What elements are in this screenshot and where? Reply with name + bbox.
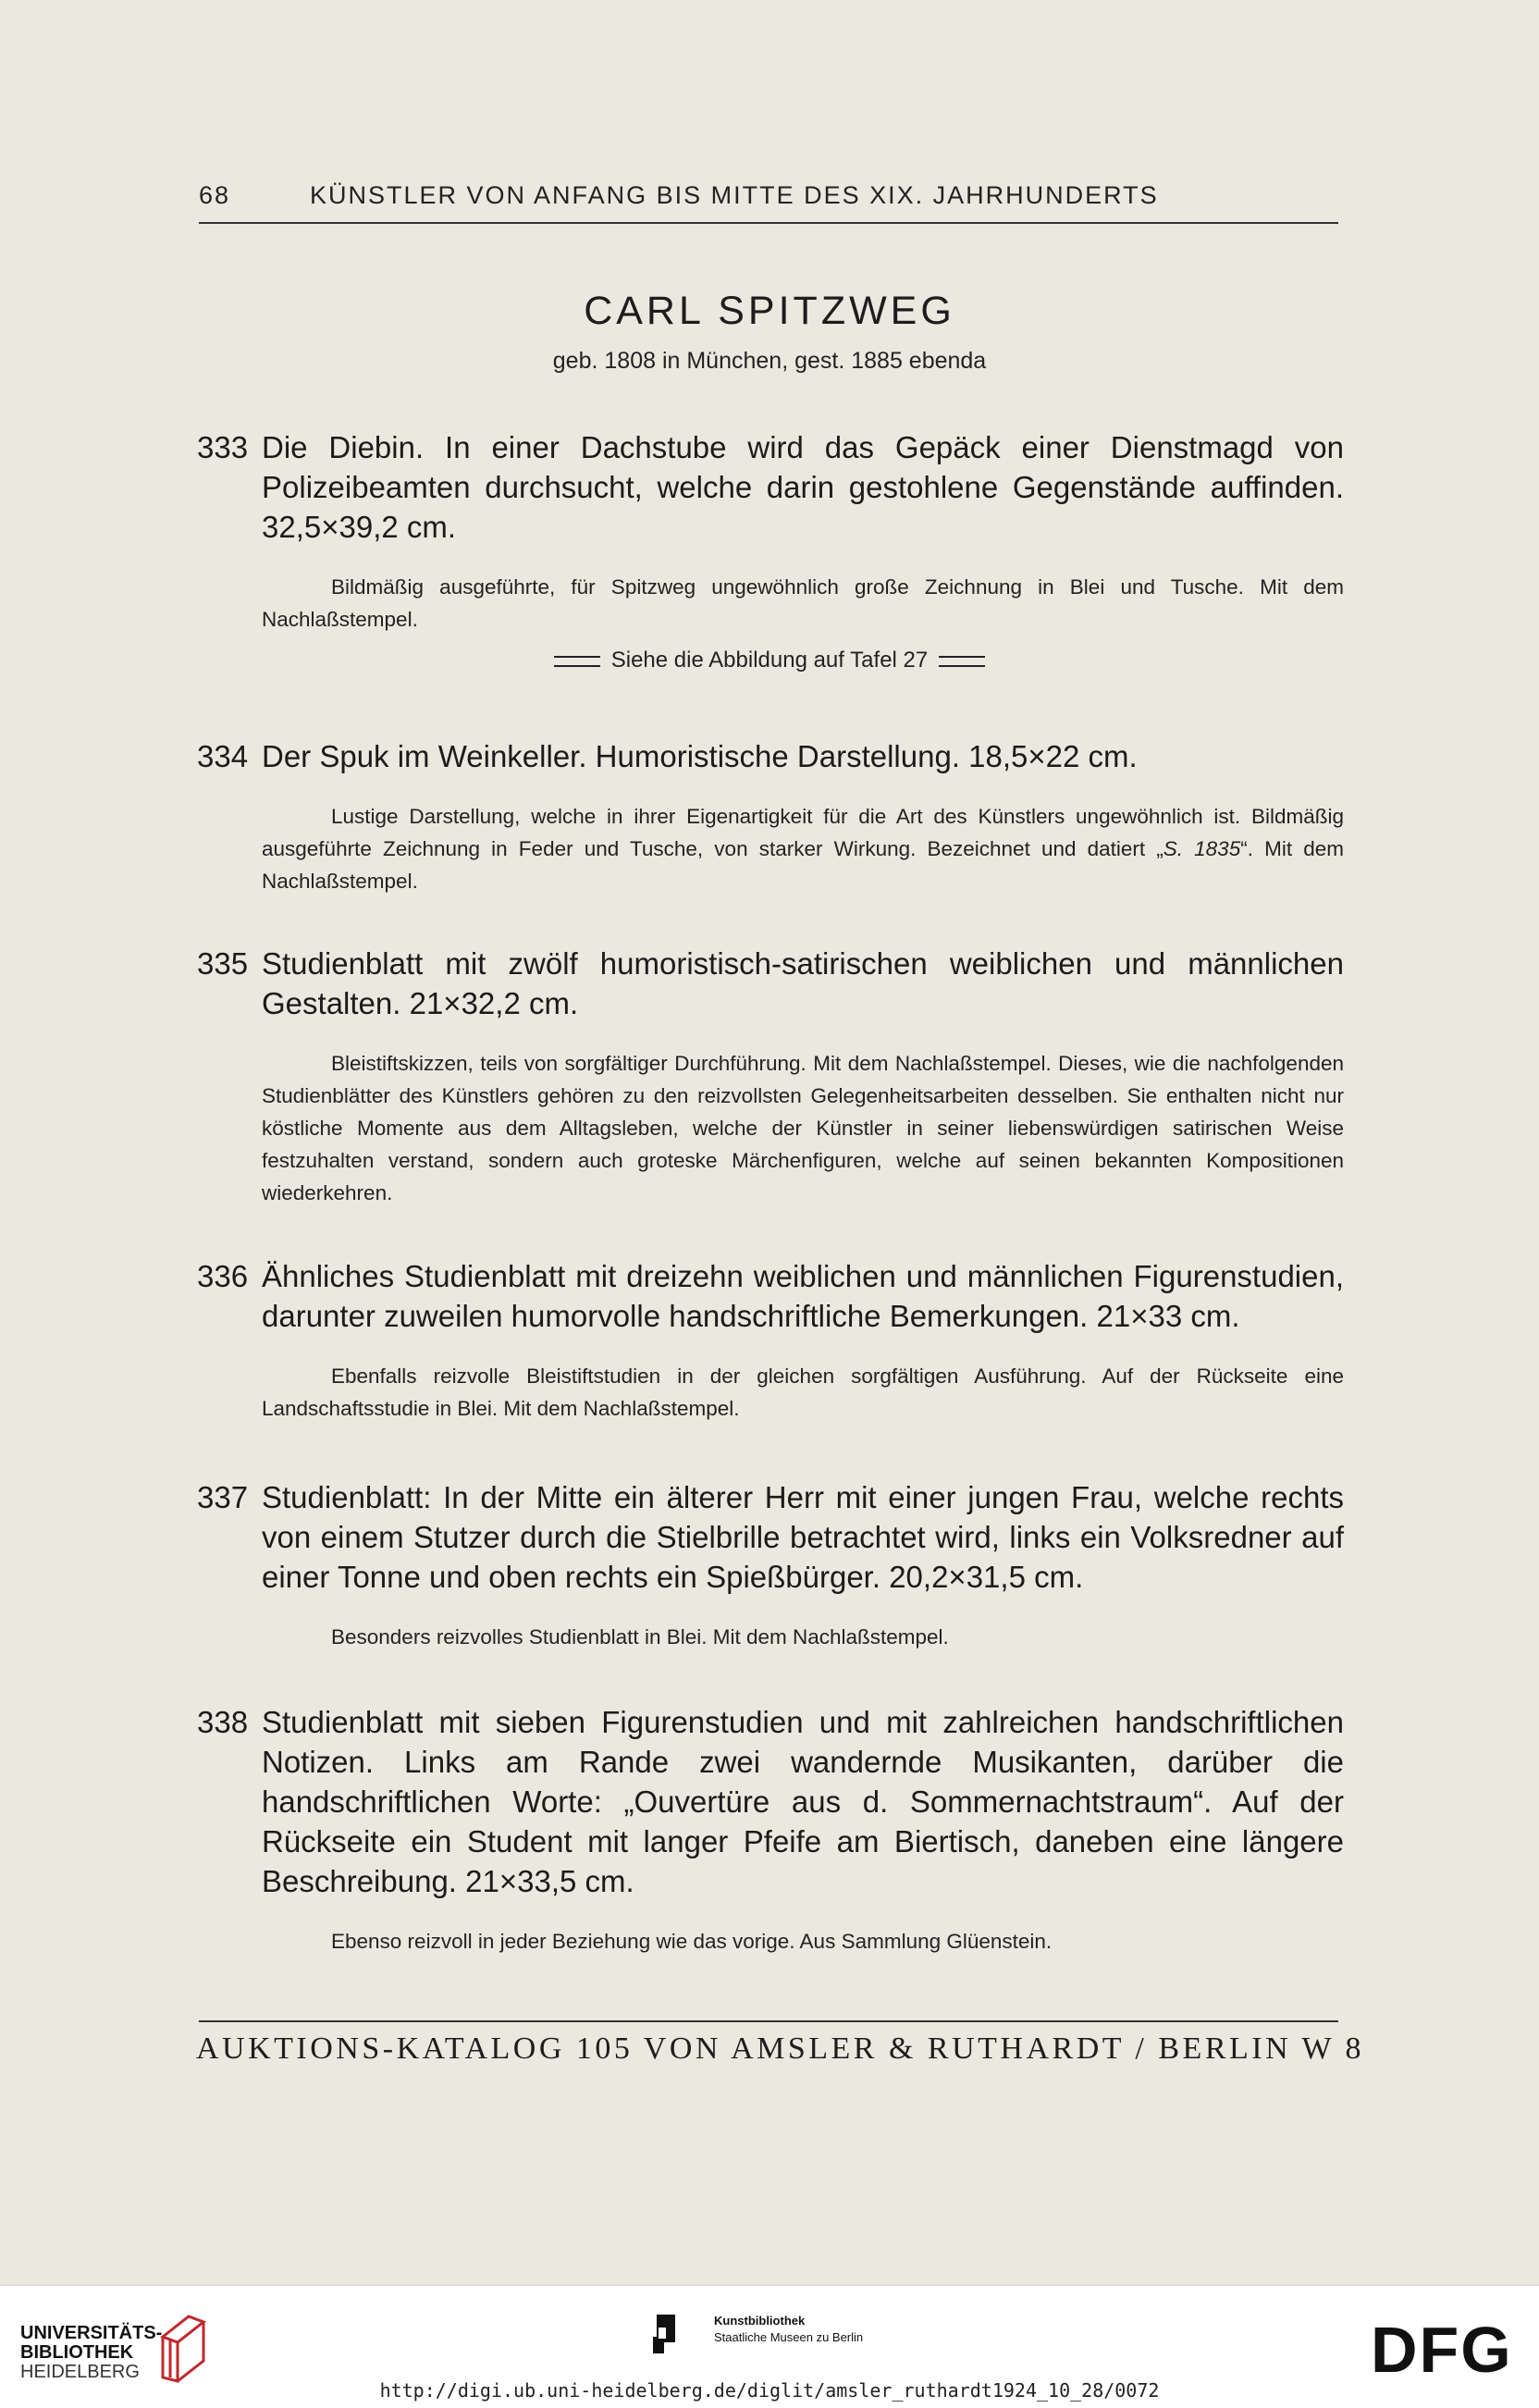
catalog-imprint: AUKTIONS-KATALOG 105 VON AMSLER & RUTHARDT / BERLIN W 8 — [196, 2031, 1365, 2066]
dfg-logo: DFG — [1371, 2314, 1513, 2386]
signature-date: S. 1835 — [1163, 837, 1241, 860]
catalog-entry-338 — [197, 1702, 1344, 1957]
entry-text: Studienblatt: In der Mitte ein älterer Herr mit einer jungen Frau, welche rechts von einem Stutzer durch die Stielbrille betrachtet wird, links ein Volksredner auf einer Tonne und oben rechts ein Spießbürger. 20,2×31,5 cm. — [262, 1480, 1344, 1594]
page-number: 68 — [199, 181, 231, 209]
entry-note: Bleistiftskizzen, teils von sorgfältiger Durchführung. Mit dem Nachlaßstempel. Dieses, wie die nachfolgenden Studienblätter des Künstlers gehören zu den reizvollsten Gelegenheitsarbeiten desselben. Sie enthalten nicht nur köstliche Momente aus dem Alltagsleben, welche der Künstler in seiner liebenswürdigen satirischen Weise festzuhalten verstand, sondern auch groteske Märchenfiguren, welche auf seinen bekannten Kompositionen wiederkehren. — [262, 1052, 1344, 1204]
university-library-logo-icon — [155, 2309, 211, 2383]
entry-note: Besonders reizvolles Studienblatt in Blei. Mit dem Nachlaßstempel. — [331, 1625, 949, 1649]
entry-text: Studienblatt mit zwölf humoristisch-satirischen weiblichen und männlichen Gestalten. 21×32,2 cm. — [262, 946, 1344, 1020]
entry-note: Bildmäßig ausgeführte, für Spitzweg ungewöhnlich große Zeichnung in Blei und Tusche. Mit dem Nachlaßstempel. — [262, 575, 1344, 631]
kunstbibliothek-logo-text: Kunstbibliothek Staatliche Museen zu Berlin — [714, 2314, 864, 2344]
entry-number: 334 — [197, 739, 249, 773]
artist-name: CARL SPITZWEG — [584, 289, 955, 333]
catalog-entry-334 — [197, 736, 1344, 897]
plate-reference-text: Siehe die Abbildung auf Tafel 27 — [610, 648, 929, 673]
entry-text: Ähnliches Studienblatt mit dreizehn weiblichen und männlichen Figurenstudien, darunter zuweilen humorvolle handschriftliche Bemerkungen. 21×33 cm. — [262, 1259, 1344, 1333]
entry-text: Die Diebin. In einer Dachstube wird das Gepäck einer Dienstmagd von Polizeibeamten durchsucht, welche darin gestohlene Gegenstände auffinden. 32,5×39,2 cm. — [262, 430, 1344, 544]
entry-note: Lustige Darstellung, welche in ihrer Eigenartigkeit für die Art des Künstlers ungewöhnlich ist. Bildmäßig ausgeführte Zeichnung in Feder und Tusche, von starker Wirkung. Bezeichnet und datiert „S. 1835“. Mit dem Nachlaßstempel. — [262, 805, 1344, 893]
catalog-entry-335 — [197, 944, 1344, 1209]
university-library-logo-text: UNIVERSITÄTS- BIBLIOTHEK HEIDELBERG — [20, 2323, 163, 2382]
catalog-entry-333 — [197, 427, 1344, 636]
double-rule-left — [554, 656, 600, 667]
double-rule-right — [939, 656, 985, 667]
catalog-entry-336 — [197, 1256, 1344, 1425]
entry-number: 335 — [197, 946, 249, 981]
entry-text: Studienblatt mit sieben Figurenstudien und mit zahlreichen handschriftlichen Notizen. Links am Rande zwei wandernde Musikanten, darüber die handschriftlichen Worte: „Ouvertüre aus d. Sommernachtstraum“. Auf der Rückseite ein Student mit langer Pfeife am Biertisch, daneben eine längere Beschreibung. 21×33,5 cm. — [262, 1705, 1344, 1898]
artist-dates: geb. 1808 in München, gest. 1885 ebenda — [552, 348, 987, 374]
entry-note: Ebenso reizvoll in jeder Beziehung wie das vorige. Aus Sammlung Glüenstein. — [331, 1930, 1053, 1953]
header-rule — [199, 222, 1338, 224]
plate-reference — [0, 648, 1539, 673]
entry-number: 338 — [197, 1705, 249, 1739]
kunstbibliothek-logo-icon — [653, 2315, 677, 2353]
entry-note: Ebenfalls reizvolle Bleistiftstudien in der gleichen sorgfältigen Ausführung. Auf der Rückseite eine Landschaftsstudie in Blei. Mit dem Nachlaßstempel. — [262, 1365, 1344, 1420]
entry-number: 333 — [197, 430, 249, 464]
entry-number: 336 — [197, 1259, 249, 1293]
permalink-url[interactable]: http://digi.ub.uni-heidelberg.de/diglit/amsler_ruthardt1924_10_28/0072 — [379, 2379, 1160, 2402]
entry-text: Der Spuk im Weinkeller. Humoristische Darstellung. 18,5×22 cm. — [262, 739, 1138, 773]
entry-number: 337 — [197, 1480, 249, 1514]
running-title: KÜNSTLER VON ANFANG BIS MITTE DES XIX. JAHRHUNDERTS — [310, 181, 1159, 209]
footer-rule — [199, 2020, 1338, 2022]
catalog-entry-337 — [197, 1477, 1344, 1653]
